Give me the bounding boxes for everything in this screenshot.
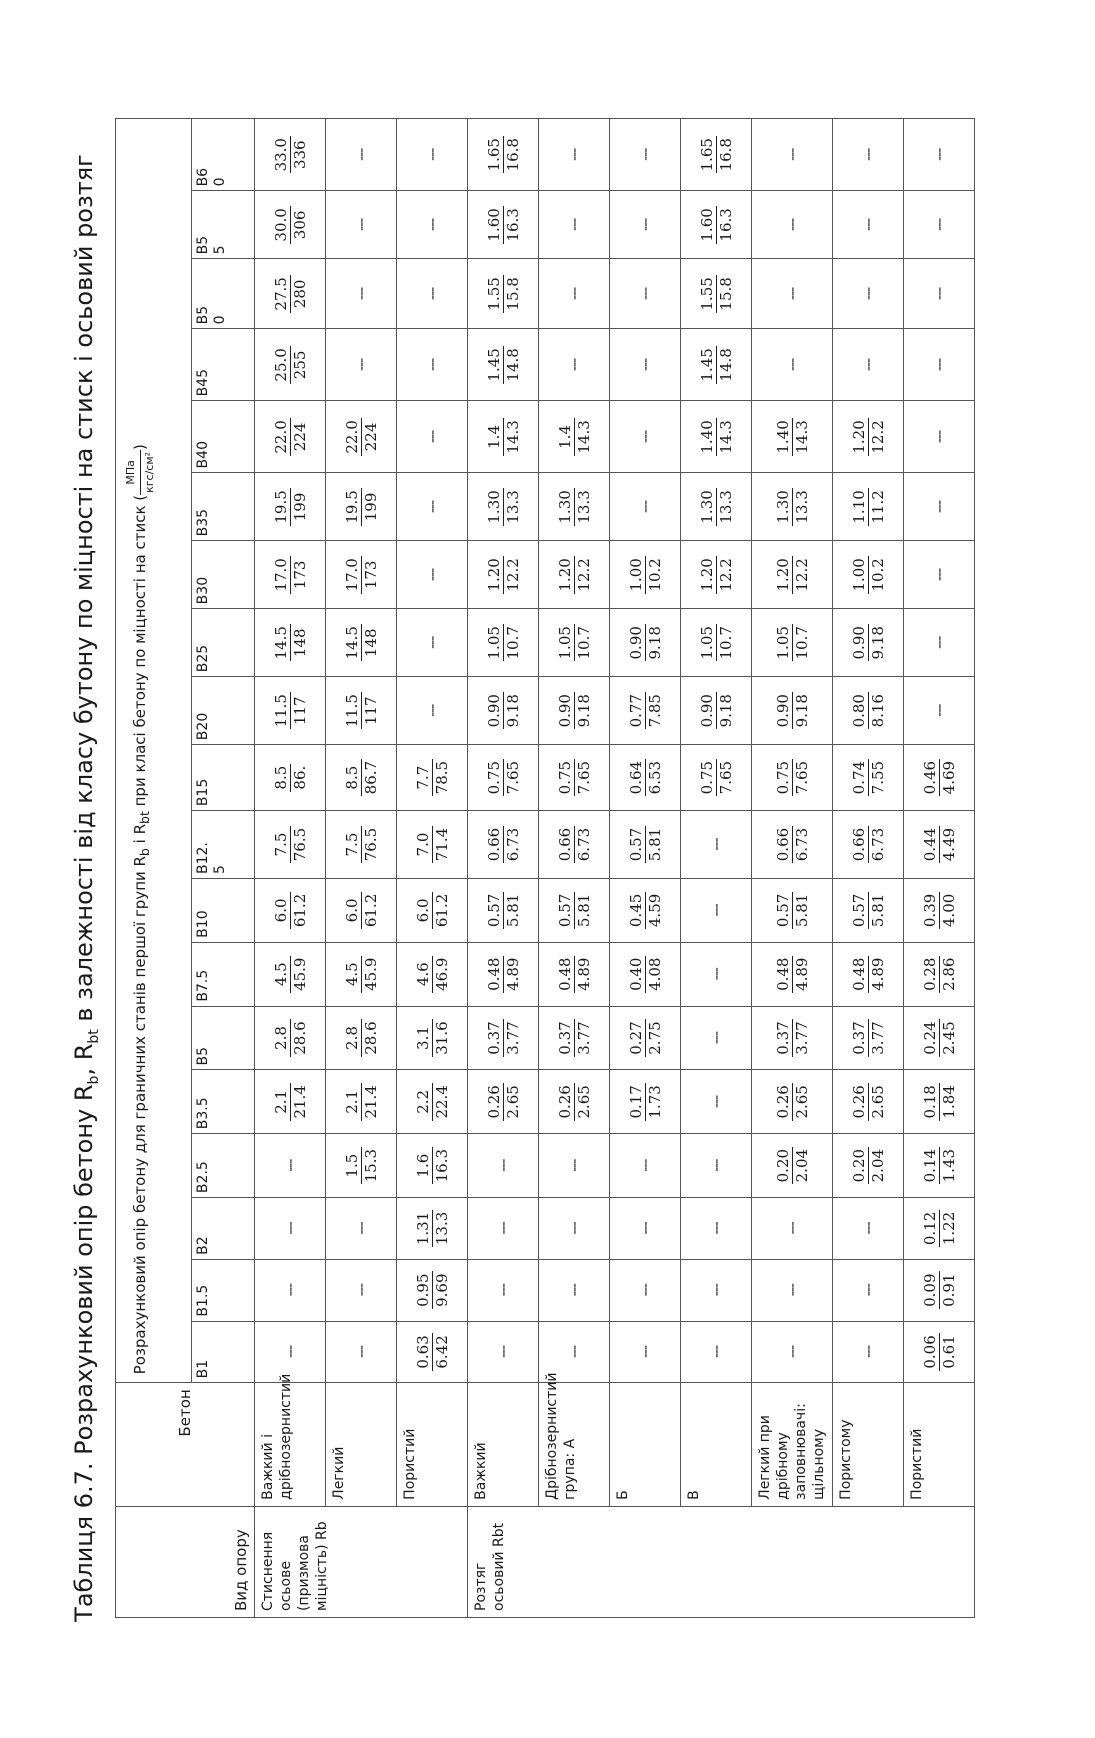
resistance-type-label: Стиснення осьове (призмова міцність) Rb bbox=[255, 1506, 468, 1617]
table-row bbox=[610, 119, 681, 1618]
value-cell: 17.0 173 bbox=[326, 541, 397, 609]
value-cell: 1.65 16.8 bbox=[681, 119, 752, 191]
concrete-type-label: Б bbox=[610, 1383, 681, 1507]
value-cell: 0.66 6.73 bbox=[539, 811, 610, 879]
value-cell: 0.37 3.77 bbox=[752, 1006, 833, 1070]
value-cell: --- bbox=[610, 1321, 681, 1383]
value-cell: --- bbox=[752, 1321, 833, 1383]
value-cell: 22.0 224 bbox=[326, 401, 397, 473]
value-cell: 0.20 2.04 bbox=[752, 1134, 833, 1198]
value-cell: 1.05 10.7 bbox=[539, 609, 610, 677]
value-cell: 0.45 4.59 bbox=[610, 879, 681, 943]
table-caption: Таблиця 6.7. Розрахунковий опір бетону $R_b$, $R_{bt}$ в залежності від класу бутону по міцності на стиск і осьовий розтяг bbox=[70, 154, 102, 1622]
value-cell: 4.5 45.9 bbox=[326, 942, 397, 1006]
value-cell: 1.20 12.2 bbox=[833, 401, 904, 473]
value-cell: --- bbox=[539, 329, 610, 401]
value-cell: --- bbox=[397, 259, 468, 329]
value-cell: --- bbox=[904, 401, 975, 473]
value-cell: --- bbox=[904, 329, 975, 401]
value-cell: 14.5 148 bbox=[326, 609, 397, 677]
value-cell: 11.5 117 bbox=[326, 677, 397, 745]
value-cell: 1.05 10.7 bbox=[468, 609, 539, 677]
value-cell: --- bbox=[752, 191, 833, 259]
value-cell: 0.66 6.73 bbox=[468, 811, 539, 879]
value-cell: --- bbox=[397, 473, 468, 541]
value-cell: --- bbox=[681, 1134, 752, 1198]
value-cell: 0.26 2.65 bbox=[833, 1070, 904, 1134]
value-cell: 0.37 3.77 bbox=[539, 1006, 610, 1070]
value-cell: 1.45 14.8 bbox=[468, 329, 539, 401]
value-cell: --- bbox=[326, 1259, 397, 1321]
value-cell: 27.5 280 bbox=[255, 259, 326, 329]
value-cell: 0.90 9.18 bbox=[681, 677, 752, 745]
concrete-type-label: Пористому bbox=[833, 1383, 904, 1507]
value-cell: --- bbox=[833, 1259, 904, 1321]
value-cell: 2.8 28.6 bbox=[255, 1006, 326, 1070]
value-cell: 1.05 10.7 bbox=[752, 609, 833, 677]
value-cell: 1.40 14.3 bbox=[752, 401, 833, 473]
value-cell: --- bbox=[904, 191, 975, 259]
class-header-cell: B20 bbox=[192, 677, 255, 745]
value-cell: --- bbox=[904, 541, 975, 609]
value-cell: 8.5 86.7 bbox=[326, 745, 397, 811]
value-cell: 0.12 1.22 bbox=[904, 1198, 975, 1260]
value-cell: --- bbox=[904, 677, 975, 745]
value-cell: 0.57 5.81 bbox=[468, 879, 539, 943]
class-header-cell: B35 bbox=[192, 473, 255, 541]
value-cell: 1.10 11.2 bbox=[833, 473, 904, 541]
value-cell: 0.06 0.61 bbox=[904, 1321, 975, 1383]
value-cell: --- bbox=[539, 1321, 610, 1383]
value-cell: --- bbox=[397, 541, 468, 609]
value-cell: --- bbox=[326, 329, 397, 401]
value-cell: --- bbox=[326, 1198, 397, 1260]
value-cell: 1.00 10.2 bbox=[610, 541, 681, 609]
class-header-cell: B3.5 bbox=[192, 1070, 255, 1134]
value-cell: --- bbox=[397, 677, 468, 745]
value-cell: 0.26 2.65 bbox=[539, 1070, 610, 1134]
value-cell: 22.0 224 bbox=[255, 401, 326, 473]
value-cell: 11.5 117 bbox=[255, 677, 326, 745]
value-cell: --- bbox=[610, 259, 681, 329]
value-cell: --- bbox=[326, 1321, 397, 1383]
value-cell: 0.74 7.55 bbox=[833, 745, 904, 811]
header-beton: Бетон bbox=[116, 1383, 255, 1507]
table-row bbox=[468, 119, 539, 1618]
class-header-cell: B40 bbox=[192, 401, 255, 473]
value-cell: --- bbox=[610, 119, 681, 191]
class-header-cell: B2 bbox=[192, 1198, 255, 1260]
table-row bbox=[397, 119, 468, 1618]
value-cell: 19.5 199 bbox=[326, 473, 397, 541]
value-cell: --- bbox=[468, 1321, 539, 1383]
value-cell: 0.20 2.04 bbox=[833, 1134, 904, 1198]
value-cell: --- bbox=[539, 1134, 610, 1198]
value-cell: --- bbox=[610, 1134, 681, 1198]
value-cell: --- bbox=[397, 609, 468, 677]
value-cell: 0.75 7.65 bbox=[539, 745, 610, 811]
value-cell: 0.57 5.81 bbox=[833, 879, 904, 943]
value-cell: --- bbox=[255, 1259, 326, 1321]
value-cell: 14.5 148 bbox=[255, 609, 326, 677]
value-cell: 4.6 46.9 bbox=[397, 942, 468, 1006]
value-cell: 1.31 13.3 bbox=[397, 1198, 468, 1260]
value-cell: 0.39 4.00 bbox=[904, 879, 975, 943]
value-cell: --- bbox=[255, 1321, 326, 1383]
value-cell: --- bbox=[468, 1134, 539, 1198]
value-cell: --- bbox=[539, 1259, 610, 1321]
value-cell: 1.20 12.2 bbox=[539, 541, 610, 609]
value-cell: --- bbox=[681, 1198, 752, 1260]
value-cell: 1.55 15.8 bbox=[468, 259, 539, 329]
concrete-type-label: Пористий bbox=[397, 1383, 468, 1507]
value-cell: --- bbox=[397, 191, 468, 259]
class-header-cell: B6 0 bbox=[192, 119, 255, 191]
class-header-cell: B25 bbox=[192, 609, 255, 677]
value-cell: 0.37 3.77 bbox=[833, 1006, 904, 1070]
value-cell: --- bbox=[255, 1134, 326, 1198]
concrete-type-label: Важкий bbox=[468, 1383, 539, 1507]
value-cell: 0.18 1.84 bbox=[904, 1070, 975, 1134]
value-cell: --- bbox=[752, 119, 833, 191]
concrete-type-label: В bbox=[681, 1383, 752, 1507]
value-cell: --- bbox=[752, 259, 833, 329]
value-cell: 0.40 4.08 bbox=[610, 942, 681, 1006]
class-header-cell: B10 bbox=[192, 879, 255, 943]
value-cell: 0.95 9.69 bbox=[397, 1259, 468, 1321]
value-cell: 0.90 9.18 bbox=[752, 677, 833, 745]
value-cell: 0.90 9.18 bbox=[539, 677, 610, 745]
value-cell: 0.66 6.73 bbox=[752, 811, 833, 879]
value-cell: --- bbox=[539, 191, 610, 259]
value-cell: 2.1 21.4 bbox=[326, 1070, 397, 1134]
value-cell: --- bbox=[468, 1259, 539, 1321]
value-cell: 7.5 76.5 bbox=[326, 811, 397, 879]
value-cell: --- bbox=[833, 329, 904, 401]
value-cell: --- bbox=[752, 1198, 833, 1260]
value-cell: 2.2 22.4 bbox=[397, 1070, 468, 1134]
value-cell: 0.75 7.65 bbox=[468, 745, 539, 811]
resistance-type-label: Розтяг осьовий Rbt bbox=[468, 1506, 975, 1617]
class-header-cell: B12. 5 bbox=[192, 811, 255, 879]
value-cell: --- bbox=[681, 942, 752, 1006]
value-cell: 1.05 10.7 bbox=[681, 609, 752, 677]
value-cell: 1.20 12.2 bbox=[681, 541, 752, 609]
value-cell: 0.46 4.69 bbox=[904, 745, 975, 811]
value-cell: 4.5 45.9 bbox=[255, 942, 326, 1006]
value-cell: --- bbox=[326, 259, 397, 329]
value-cell: --- bbox=[610, 191, 681, 259]
value-cell: 1.60 16.3 bbox=[468, 191, 539, 259]
value-cell: 1.6 16.3 bbox=[397, 1134, 468, 1198]
value-cell: --- bbox=[833, 119, 904, 191]
value-cell: 25.0 255 bbox=[255, 329, 326, 401]
value-cell: 0.90 9.18 bbox=[610, 609, 681, 677]
value-cell: --- bbox=[255, 1198, 326, 1260]
class-header-cell: B5 bbox=[192, 1006, 255, 1070]
class-header-cell: B5 0 bbox=[192, 259, 255, 329]
resistance-table bbox=[115, 118, 975, 1618]
concrete-type-label: Легкий bbox=[326, 1383, 397, 1507]
value-cell: 0.37 3.77 bbox=[468, 1006, 539, 1070]
value-cell: 0.24 2.45 bbox=[904, 1006, 975, 1070]
value-cell: --- bbox=[681, 811, 752, 879]
value-cell: 1.30 13.3 bbox=[752, 473, 833, 541]
value-cell: 17.0 173 bbox=[255, 541, 326, 609]
value-cell: 0.17 1.73 bbox=[610, 1070, 681, 1134]
header-top: Розрахунковий опір бетону для граничних станів першої групи $R_b$ і $R_{bt}$ при класі бетону по міцності на стиск ( МПа кгс/см² ) bbox=[116, 119, 192, 1383]
value-cell: --- bbox=[397, 401, 468, 473]
value-cell: --- bbox=[681, 879, 752, 943]
value-cell: --- bbox=[610, 1259, 681, 1321]
concrete-type-label: Дрібнозернистий група: А bbox=[539, 1383, 610, 1507]
value-cell: --- bbox=[904, 119, 975, 191]
value-cell: --- bbox=[539, 1198, 610, 1260]
value-cell: 6.0 61.2 bbox=[397, 879, 468, 943]
value-cell: 0.26 2.65 bbox=[468, 1070, 539, 1134]
value-cell: 0.90 9.18 bbox=[468, 677, 539, 745]
value-cell: --- bbox=[904, 473, 975, 541]
value-cell: --- bbox=[752, 1259, 833, 1321]
value-cell: 0.09 0.91 bbox=[904, 1259, 975, 1321]
value-cell: 1.4 14.3 bbox=[468, 401, 539, 473]
value-cell: 0.57 5.81 bbox=[539, 879, 610, 943]
value-cell: --- bbox=[397, 119, 468, 191]
concrete-type-label: Пористий bbox=[904, 1383, 975, 1507]
value-cell: 0.28 2.86 bbox=[904, 942, 975, 1006]
value-cell: --- bbox=[681, 1259, 752, 1321]
value-cell: 1.30 13.3 bbox=[539, 473, 610, 541]
value-cell: 0.48 4.89 bbox=[468, 942, 539, 1006]
table-row bbox=[255, 119, 326, 1618]
value-cell: 1.55 15.8 bbox=[681, 259, 752, 329]
value-cell: 0.48 4.89 bbox=[752, 942, 833, 1006]
value-cell: 7.7 78.5 bbox=[397, 745, 468, 811]
value-cell: 0.44 4.49 bbox=[904, 811, 975, 879]
value-cell: 3.1 31.6 bbox=[397, 1006, 468, 1070]
value-cell: 1.65 16.8 bbox=[468, 119, 539, 191]
value-cell: 1.60 16.3 bbox=[681, 191, 752, 259]
value-cell: 1.4 14.3 bbox=[539, 401, 610, 473]
value-cell: --- bbox=[539, 119, 610, 191]
value-cell: --- bbox=[833, 1321, 904, 1383]
value-cell: --- bbox=[326, 119, 397, 191]
value-cell: 6.0 61.2 bbox=[255, 879, 326, 943]
value-cell: 8.5 86. bbox=[255, 745, 326, 811]
value-cell: 0.63 6.42 bbox=[397, 1321, 468, 1383]
value-cell: 0.48 4.89 bbox=[833, 942, 904, 1006]
value-cell: 0.75 7.65 bbox=[681, 745, 752, 811]
value-cell: 7.5 76.5 bbox=[255, 811, 326, 879]
value-cell: 0.77 7.85 bbox=[610, 677, 681, 745]
value-cell: --- bbox=[610, 329, 681, 401]
value-cell: 0.14 1.43 bbox=[904, 1134, 975, 1198]
value-cell: 1.20 12.2 bbox=[752, 541, 833, 609]
value-cell: 0.27 2.75 bbox=[610, 1006, 681, 1070]
class-header-cell: B45 bbox=[192, 329, 255, 401]
value-cell: --- bbox=[681, 1070, 752, 1134]
value-cell: --- bbox=[681, 1321, 752, 1383]
value-cell: 6.0 61.2 bbox=[326, 879, 397, 943]
value-cell: --- bbox=[904, 609, 975, 677]
value-cell: 19.5 199 bbox=[255, 473, 326, 541]
concrete-type-label: Важкий і дрібнозернистий bbox=[255, 1383, 326, 1507]
header-vid-oporu: Вид опору bbox=[116, 1506, 255, 1617]
value-cell: --- bbox=[681, 1006, 752, 1070]
value-cell: --- bbox=[904, 259, 975, 329]
value-cell: 1.5 15.3 bbox=[326, 1134, 397, 1198]
table-row bbox=[833, 119, 904, 1618]
value-cell: --- bbox=[610, 473, 681, 541]
value-cell: 0.80 8.16 bbox=[833, 677, 904, 745]
value-cell: --- bbox=[610, 401, 681, 473]
value-cell: --- bbox=[833, 1198, 904, 1260]
table-row bbox=[904, 119, 975, 1618]
table-row bbox=[752, 119, 833, 1618]
value-cell: 0.57 5.81 bbox=[752, 879, 833, 943]
value-cell: 2.1 21.4 bbox=[255, 1070, 326, 1134]
class-header-cell: B1.5 bbox=[192, 1259, 255, 1321]
value-cell: --- bbox=[539, 259, 610, 329]
value-cell: 0.90 9.18 bbox=[833, 609, 904, 677]
class-header-cell: B7.5 bbox=[192, 942, 255, 1006]
value-cell: --- bbox=[752, 329, 833, 401]
value-cell: 0.48 4.89 bbox=[539, 942, 610, 1006]
class-header-cell: B1 bbox=[192, 1321, 255, 1383]
table-row bbox=[539, 119, 610, 1618]
value-cell: 30.0 306 bbox=[255, 191, 326, 259]
value-cell: --- bbox=[833, 259, 904, 329]
value-cell: --- bbox=[397, 329, 468, 401]
class-header-cell: B5 5 bbox=[192, 191, 255, 259]
value-cell: 7.0 71.4 bbox=[397, 811, 468, 879]
table-row bbox=[326, 119, 397, 1618]
value-cell: 33.0 336 bbox=[255, 119, 326, 191]
class-header-cell: B30 bbox=[192, 541, 255, 609]
value-cell: 1.30 13.3 bbox=[468, 473, 539, 541]
value-cell: 1.45 14.8 bbox=[681, 329, 752, 401]
value-cell: 0.66 6.73 bbox=[833, 811, 904, 879]
class-header-cell: B15 bbox=[192, 745, 255, 811]
value-cell: --- bbox=[468, 1198, 539, 1260]
value-cell: 0.64 6.53 bbox=[610, 745, 681, 811]
class-header-cell: B2.5 bbox=[192, 1134, 255, 1198]
table-row bbox=[681, 119, 752, 1618]
value-cell: 0.57 5.81 bbox=[610, 811, 681, 879]
table-body bbox=[255, 119, 975, 1618]
value-cell: 1.00 10.2 bbox=[833, 541, 904, 609]
value-cell: 2.8 28.6 bbox=[326, 1006, 397, 1070]
value-cell: 1.20 12.2 bbox=[468, 541, 539, 609]
value-cell: --- bbox=[610, 1198, 681, 1260]
value-cell: 0.26 2.65 bbox=[752, 1070, 833, 1134]
value-cell: 1.40 14.3 bbox=[681, 401, 752, 473]
value-cell: --- bbox=[833, 191, 904, 259]
concrete-type-label: Легкий при дрібному заповнювачі: щільному bbox=[752, 1383, 833, 1507]
value-cell: --- bbox=[326, 191, 397, 259]
value-cell: 0.75 7.65 bbox=[752, 745, 833, 811]
value-cell: 1.30 13.3 bbox=[681, 473, 752, 541]
